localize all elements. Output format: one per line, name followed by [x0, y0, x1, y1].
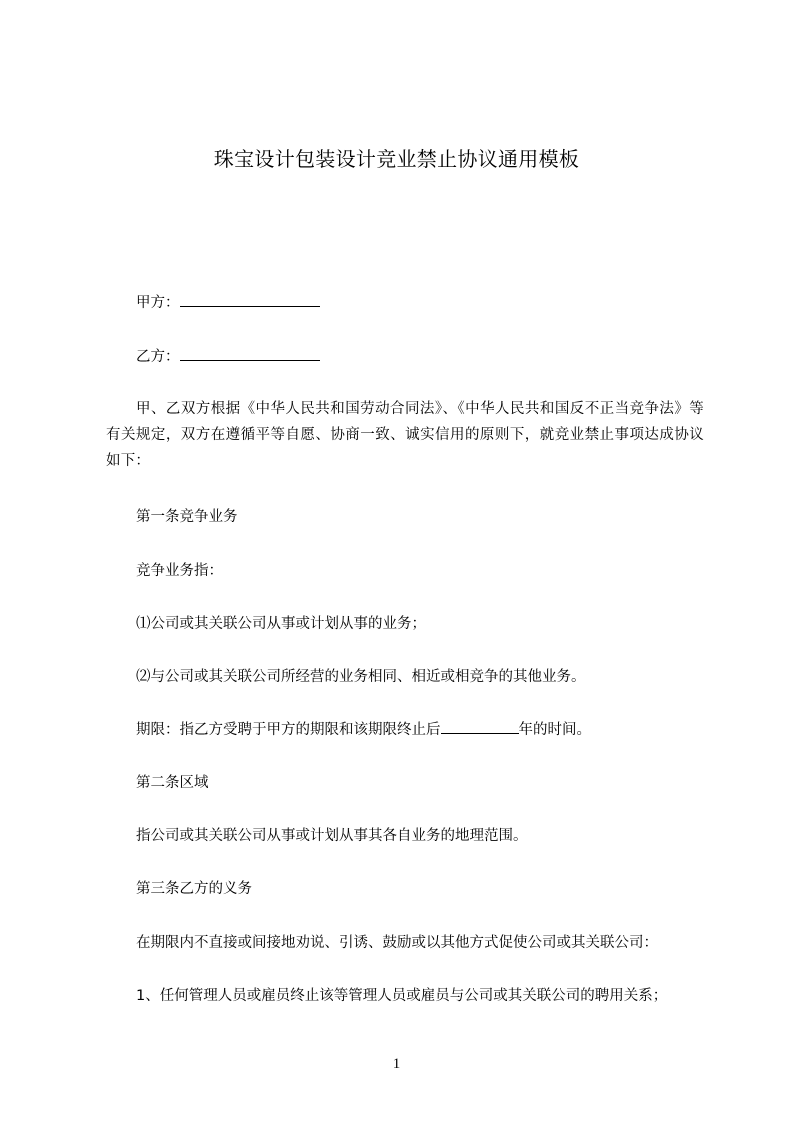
page-number: 1 [392, 1056, 401, 1072]
article1-intro: 竞争业务指： [136, 563, 223, 579]
party-b-blank [180, 346, 320, 361]
article1-item1: ⑴公司或其关联公司从事或计划从事的业务； [136, 616, 426, 632]
document-title: 珠宝设计包装设计竞业禁止协议通用模板 [213, 147, 580, 171]
intro-paragraph: 甲、乙双方根据《中华人民共和国劳动合同法》、《中华人民共和国反不正当竞争法》等有关规定，双方在遵循平等自愿、协商一致、诚实信用的原则下，就竞业禁止事项达成协议如下： [106, 401, 704, 469]
party-a-label: 甲方： [136, 295, 180, 311]
article3-intro: 在期限内不直接或间接地劝说、引诱、鼓励或以其他方式促使公司或其关联公司： [136, 935, 658, 951]
article1-item2: ⑵与公司或其关联公司所经营的业务相同、相近或相竞争的其他业务。 [136, 669, 586, 685]
party-a-blank [180, 292, 320, 307]
party-b-label: 乙方： [136, 349, 180, 365]
party-a-line [136, 291, 320, 312]
term-years-blank [441, 719, 519, 734]
article1-heading: 第一条竞争业务 [136, 509, 238, 525]
article2-text: 指公司或其关联公司从事或计划从事其各自业务的地理范围。 [136, 828, 528, 844]
article3-heading: 第三条乙方的义务 [136, 881, 252, 897]
term-line [136, 718, 591, 739]
article3-item1: 1、任何管理人员或雇员终止该等管理人员或雇员与公司或其关联公司的聘用关系； [136, 988, 668, 1004]
article2-heading: 第二条区域 [136, 775, 209, 791]
party-b-line [136, 345, 320, 366]
term-suffix: 年的时间。 [518, 722, 591, 738]
term-prefix: 期限：指乙方受聘于甲方的期限和该期限终止后 [136, 722, 441, 738]
